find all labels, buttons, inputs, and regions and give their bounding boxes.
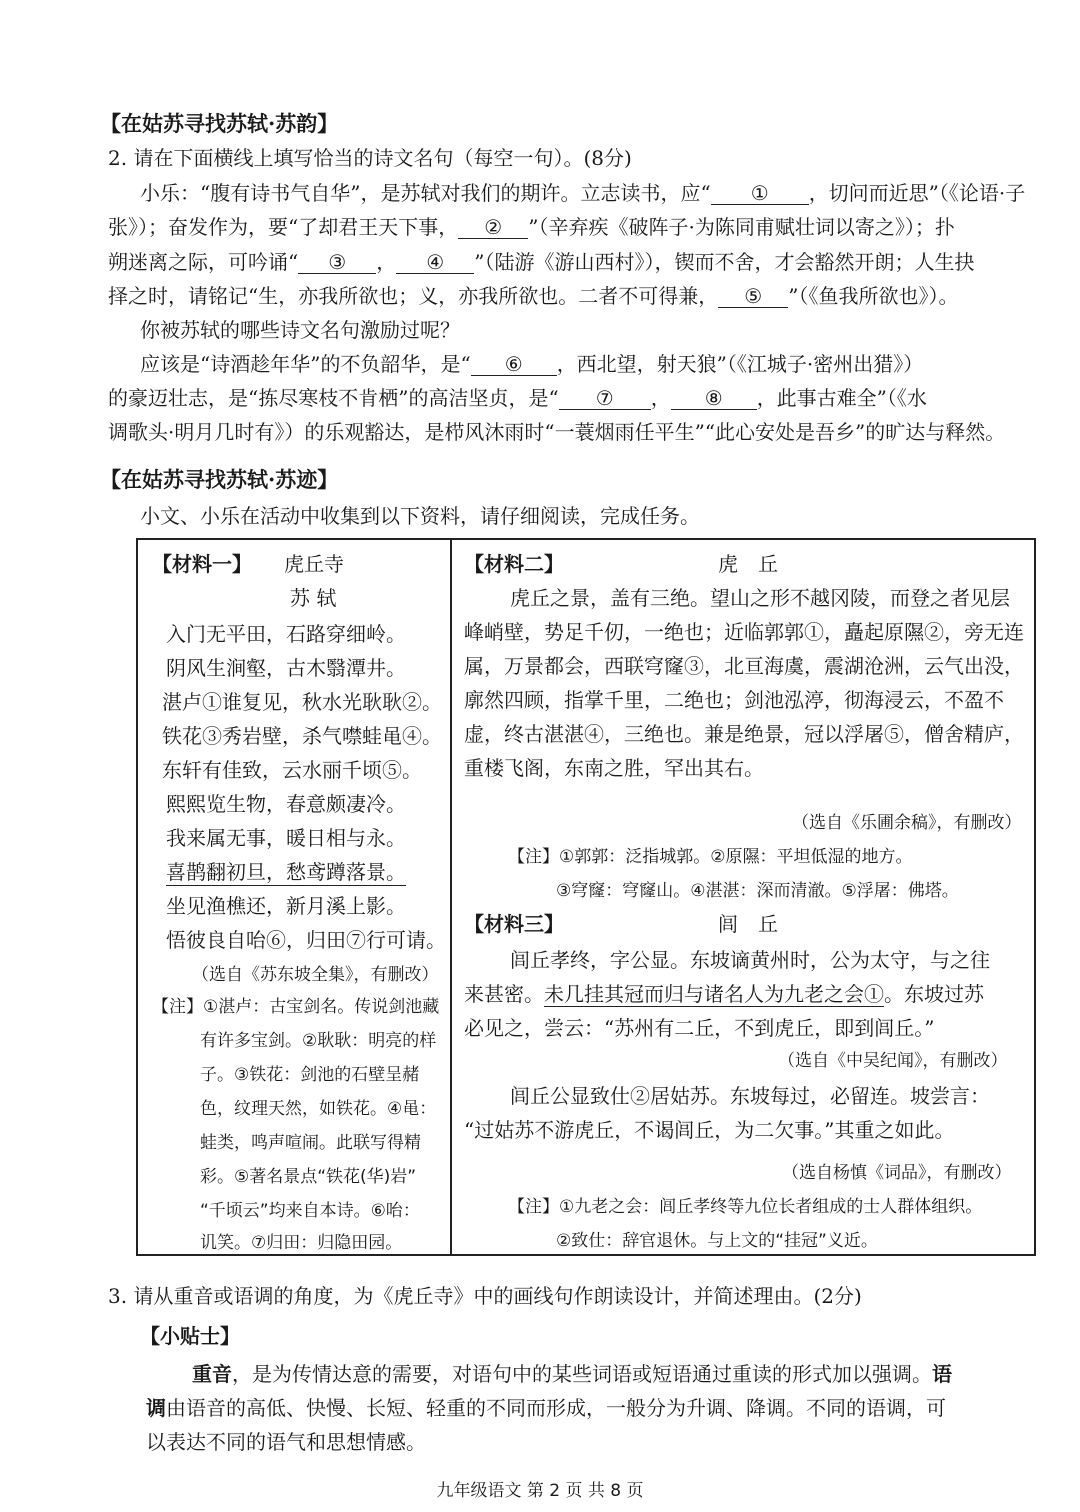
- material-2-line: 属，万景都会，西联穹窿③，北亘海虞，震湖沧洲，云气出没，: [464, 654, 1024, 678]
- q2-para3-line1: 应该是“诗酒趁年华”的不负韶华，是“ ⑥ ，西北望，射天狼”（《江城子·密州出猎》）: [140, 352, 924, 376]
- material-2-note: ③穹窿：穹窿山。④湛湛：深而清澈。⑤浮屠：佛塔。: [556, 881, 959, 901]
- material-2-tag: 【材料二】: [464, 552, 564, 576]
- material-2-title: 虎 丘: [718, 552, 778, 576]
- tips-line-3: 以表达不同的语气和思想情感。: [146, 1430, 426, 1454]
- q2-para2: 你被苏轼的哪些诗文名句激励过呢？: [140, 318, 460, 342]
- section-title-suyun: 【在姑苏寻找苏轼·苏韵】: [100, 111, 339, 136]
- poem-line: 悟彼良自咍⑥，归田⑦行可请。: [166, 928, 446, 952]
- poem-line: 湛卢①谁复见，秋水光耿耿②。: [162, 690, 442, 714]
- material-3-source-2: （选自杨慎《词品》，有删改）: [782, 1163, 1012, 1183]
- tips-title: 【小贴士】: [140, 1324, 240, 1348]
- material-1-tag: 【材料一】: [152, 552, 252, 576]
- poem-line-underlined: 喜鹊翻初旦，愁鸢蹲落景。: [166, 856, 406, 886]
- blank-4[interactable]: ④: [396, 251, 474, 274]
- material-3-note: 【注】①九老之会：闾丘孝终等九位长者组成的士人群体组织。: [508, 1197, 983, 1217]
- blank-7[interactable]: ⑦: [559, 387, 651, 410]
- material-2-line: 峰峭壁，势足千仞，一绝也；近临郭郭①，矗起原隰②，旁无连: [464, 620, 1024, 644]
- section-2-intro: 小文、小乐在活动中收集到以下资料，请仔细阅读，完成任务。: [140, 504, 700, 528]
- material-1-note: 蛙类，鸣声喧闹。此联写得精: [200, 1133, 421, 1153]
- material-3-line: 来甚密。未几挂其冠而归与诸名人为九老之会①。东坡过苏: [464, 982, 984, 1006]
- question-2-stem: 2. 请在下面横线上填写恰当的诗文名句（每空一句）。(8分): [108, 146, 632, 170]
- section-title-suji: 【在姑苏寻找苏轼·苏迹】: [100, 467, 339, 492]
- poem-line: 熙熙览生物，春意颇凄冷。: [166, 792, 406, 816]
- material-3-line: 必见之，尝云：“苏州有二丘，不到虎丘，即到闾丘。”: [464, 1016, 935, 1040]
- tips-line-1: 重音，是为传情达意的需要，对语句中的某些词语或短语通过重读的形式加以强调。语: [192, 1362, 952, 1386]
- material-3-underlined: 未几挂其冠而归与诸名人为九老之会①: [544, 982, 884, 1006]
- material-2-line: 虎丘之景，盖有三绝。望山之形不越冈陵，而登之者见层: [510, 586, 1010, 610]
- q2-para1-line3: 朔迷离之际，可吟诵“ ③ ， ④ ”（陆游《游山西村》），锲而不舍，才会豁然开朗；人生抉: [108, 250, 975, 274]
- material-1-author: 苏 轼: [290, 586, 337, 610]
- material-1-note: 色，纹理天然，如铁花。④黾：: [200, 1099, 437, 1119]
- poem-line: 东轩有佳致，云水丽千顷⑤。: [162, 758, 422, 782]
- material-1-note: 讥笑。⑦归田：归隐田园。: [200, 1233, 403, 1253]
- material-3-note: ②致仕：辞官退休。与上文的“挂冠”义近。: [556, 1231, 878, 1251]
- blank-8[interactable]: ⑧: [671, 387, 757, 410]
- material-2-line: 重楼飞阁，东南之胜，罕出其右。: [464, 756, 764, 780]
- tips-line-2: 调由语音的高低、快慢、长短、轻重的不同而形成，一般分为升调、降调。不同的语调，可: [146, 1396, 946, 1420]
- material-3-line: 闾丘孝终，字公显。东坡谪黄州时，公为太守，与之往: [510, 948, 990, 972]
- q2-para1-line2: 张》）；奋发作为，要“了却君王天下事， ② ”（辛弃疾《破阵子·为陈同甫赋壮词以寄之》）；扑: [108, 215, 955, 239]
- material-1-note: 有许多宝剑。②耿耿：明亮的样: [200, 1031, 437, 1051]
- material-2-line: 虚，终古湛湛④，三绝也。兼是绝景，冠以浮屠⑤，僧舍精庐，: [464, 722, 1024, 746]
- blank-6[interactable]: ⑥: [471, 353, 557, 376]
- poem-line: 阴风生涧壑，古木翳潭井。: [166, 656, 406, 680]
- q2-para1-line1: 小乐：“腹有诗书气自华”，是苏轼对我们的期许。立志读书，应“ ① ，切问而近思”（《论语·子: [140, 181, 1026, 205]
- blank-3[interactable]: ③: [298, 251, 376, 274]
- material-2-note: 【注】①郭郭：泛指城郭。②原隰：平坦低湿的地方。: [508, 847, 913, 867]
- material-1-title: 虎丘寺: [284, 552, 344, 576]
- poem-line: 坐见渔樵还，新月溪上影。: [166, 894, 406, 918]
- poem-line: 我来属无事，暖日相与永。: [166, 826, 406, 850]
- material-3-title: 闾 丘: [718, 912, 778, 936]
- blank-5[interactable]: ⑤: [718, 285, 788, 308]
- material-3-line: “过姑苏不游虎丘，不谒闾丘，为二欠事。”其重之如此。: [464, 1118, 955, 1142]
- blank-2[interactable]: ②: [458, 216, 528, 239]
- q2-para3-line2: 的豪迈壮志，是“拣尽寒枝不肯栖”的高洁坚贞，是“ ⑦ ， ⑧ ，此事古难全”（《水: [108, 386, 927, 410]
- material-1-note: 子。③铁花：剑池的石壁呈赭: [200, 1065, 420, 1085]
- poem-line: 铁花③秀岩壁，杀气噤蛙黾④。: [162, 724, 442, 748]
- q2-para1-line4: 择之时，请铭记“生，亦我所欲也；义，亦我所欲也。二者不可得兼， ⑤ ”（《鱼我所欲也》）。: [108, 284, 959, 308]
- material-2-source: （选自《乐圃余稿》，有删改）: [792, 813, 1022, 833]
- q2-para3-line3: 调歌头·明月几时有》）的乐观豁达，是栉风沐雨时“一蓑烟雨任平生”“此心安处是吾乡”的旷达与释然。: [108, 420, 1006, 444]
- question-3-stem: 3. 请从重音或语调的角度，为《虎丘寺》中的画线句作朗读设计，并简述理由。(2分): [108, 1284, 862, 1308]
- material-1-note: 彩。⑤著名景点“铁花(华)岩”: [200, 1167, 417, 1187]
- material-3-line: 闾丘公显致仕②居姑苏。东坡每过，必留连。坡尝言：: [510, 1084, 990, 1108]
- material-3-source-1: （选自《中吴纪闻》，有删改）: [778, 1051, 1008, 1071]
- material-1-note: 【注】①湛卢：古宝剑名。传说剑池藏: [152, 997, 440, 1017]
- poem-line: 入门无平田，石路穿细岭。: [166, 622, 406, 646]
- materials-box: [136, 538, 1036, 1256]
- page-footer: 九年级语文 第 2 页 共 8 页: [436, 1481, 644, 1501]
- material-1-note: “千顷云”均来自本诗。⑥咍：: [200, 1201, 420, 1221]
- blank-1[interactable]: ①: [711, 182, 809, 205]
- material-3-tag: 【材料三】: [464, 912, 564, 936]
- column-divider: [450, 540, 452, 1254]
- material-1-source: （选自《苏东坡全集》，有删改）: [192, 965, 439, 985]
- material-2-line: 廓然四顾，指掌千里，二绝也；剑池泓渟，彻海浸云，不盈不: [464, 688, 1004, 712]
